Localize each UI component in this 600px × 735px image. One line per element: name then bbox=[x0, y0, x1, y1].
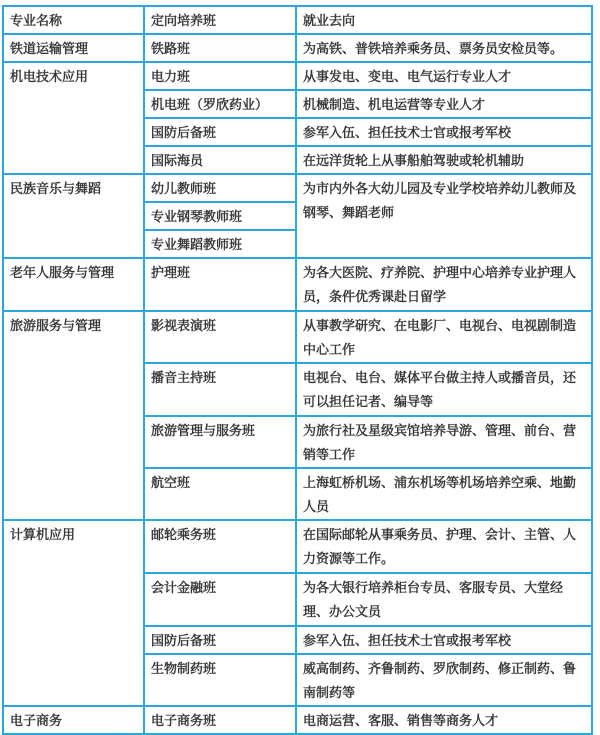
class-cell: 会计金融班 bbox=[144, 573, 296, 626]
table-row bbox=[3, 520, 592, 573]
class-cell: 播音主持班 bbox=[144, 363, 296, 416]
class-cell: 影视表演班 bbox=[144, 311, 296, 363]
major-cell: 电子商务 bbox=[3, 706, 144, 734]
class-cell: 专业舞蹈教师班 bbox=[144, 230, 296, 258]
destination-cell: 威高制药、齐鲁制药、罗欣制药、修正制药、鲁南制药等 bbox=[296, 654, 592, 706]
header-row bbox=[3, 6, 592, 34]
major-cell: 铁道运输管理 bbox=[3, 34, 144, 62]
class-cell: 国防后备班 bbox=[144, 626, 296, 654]
class-cell: 生物制药班 bbox=[144, 654, 296, 706]
col-header-major: 专业名称 bbox=[3, 6, 144, 34]
destination-cell: 在远洋货轮上从事船舶驾驶或轮机辅助 bbox=[296, 146, 592, 174]
col-header-class: 定向培养班 bbox=[144, 6, 296, 34]
class-cell: 电子商务班 bbox=[144, 706, 296, 734]
table-row bbox=[3, 62, 592, 90]
major-cell: 老年人服务与管理 bbox=[3, 258, 144, 311]
destination-cell: 从事教学研究、在电影厂、电视台、电视剧制造中心工作 bbox=[296, 311, 592, 363]
destination-cell: 为各大银行培养柜台专员、客服专员、大堂经理、办公文员 bbox=[296, 573, 592, 626]
destination-cell: 为市内外各大幼儿园及专业学校培养幼儿教师及钢琴、舞蹈老师 bbox=[296, 174, 592, 258]
table-row bbox=[3, 706, 592, 734]
destination-cell: 从事发电、变电、电气运行专业人才 bbox=[296, 62, 592, 90]
table-row bbox=[3, 34, 592, 62]
major-cell: 机电技术应用 bbox=[3, 62, 144, 174]
class-cell: 专业钢琴教师班 bbox=[144, 202, 296, 230]
destination-cell: 在国际邮轮从事乘务员、护理、会计、主管、人力资源等工作。 bbox=[296, 520, 592, 573]
destination-cell: 电商运营、客服、销售等商务人才 bbox=[296, 706, 592, 734]
class-cell: 国际海员 bbox=[144, 146, 296, 174]
major-cell: 旅游服务与管理 bbox=[3, 311, 144, 520]
destination-cell: 机械制造、机电运营等专业人才 bbox=[296, 90, 592, 118]
destination-cell: 电视台、电台、媒体平台做主持人或播音员，还可以担任记者、编导等 bbox=[296, 363, 592, 416]
destination-cell: 参军入伍、担任技术士官或报考军校 bbox=[296, 626, 592, 654]
class-cell: 邮轮乘务班 bbox=[144, 520, 296, 573]
majors-destinations-table bbox=[2, 5, 593, 735]
class-cell: 旅游管理与服务班 bbox=[144, 416, 296, 468]
col-header-destination: 就业去向 bbox=[296, 6, 592, 34]
class-cell: 护理班 bbox=[144, 258, 296, 311]
class-cell: 幼儿教师班 bbox=[144, 174, 296, 202]
destination-cell: 为高铁、普铁培养乘务员、票务员安检员等。 bbox=[296, 34, 592, 62]
class-cell: 航空班 bbox=[144, 468, 296, 520]
table-row bbox=[3, 311, 592, 363]
table-row bbox=[3, 174, 592, 202]
class-cell: 机电班（罗欣药业） bbox=[144, 90, 296, 118]
major-cell: 计算机应用 bbox=[3, 520, 144, 706]
destination-cell: 为旅行社及星级宾馆培养导游、管理、前台、营销等工作 bbox=[296, 416, 592, 468]
destination-cell: 为各大医院、疗养院、护理中心培养专业护理人员，条件优秀课赴日留学 bbox=[296, 258, 592, 311]
class-cell: 铁路班 bbox=[144, 34, 296, 62]
destination-cell: 参军入伍、担任技术士官或报考军校 bbox=[296, 118, 592, 146]
class-cell: 国防后备班 bbox=[144, 118, 296, 146]
table-row bbox=[3, 258, 592, 311]
major-cell: 民族音乐与舞蹈 bbox=[3, 174, 144, 258]
destination-cell: 上海虹桥机场、浦东机场等机场培养空乘、地勤人员 bbox=[296, 468, 592, 520]
class-cell: 电力班 bbox=[144, 62, 296, 90]
